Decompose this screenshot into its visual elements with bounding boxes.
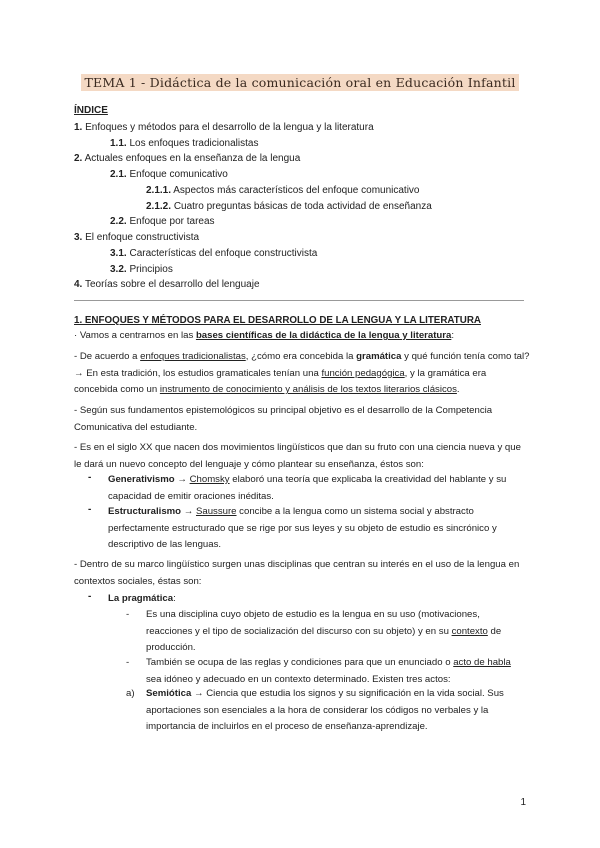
divider — [74, 300, 524, 301]
sub-letter-a: a) — [126, 688, 135, 699]
section-heading: 1. ENFOQUES Y MÉTODOS PARA EL DESARROLLO DE LA LENGUA Y LA LITERATURA — [74, 315, 481, 326]
page-number: 1 — [520, 797, 526, 808]
index-item-3: 3. El enfoque constructivista — [74, 232, 200, 243]
paragraph-fundamentos: - Según sus fundamentos epistemológicos su principal objetivo es el desarrollo de la Competencia Comunicativa del estudiante. — [74, 405, 493, 433]
paragraph-disciplinas: - Dentro de su marco lingüístico surgen unas disciplinas que centran su interés en el uso de la lengua en contextos sociales, éstas son: — [74, 559, 520, 587]
index-item-4: 4. Teorías sobre el desarrollo del lenguaje — [74, 279, 260, 290]
paragraph-siglo-xx: - Es en el siglo XX que nacen dos movimientos lingüísticos que dan su fruto con una ciencia nueva y que le dará un nuevo concepto del lenguaje y cómo plantear su enseñanza, éstos son: — [74, 442, 521, 470]
paragraph-bases: · Vamos a centrarnos en las bases científicas de la didáctica de la lengua y literatura: — [74, 330, 455, 341]
index-item-2: 2. Actuales enfoques en la enseñanza de la lengua — [74, 153, 301, 164]
index-item-1: 1. Enfoques y métodos para el desarrollo de la lengua y la literatura — [74, 122, 374, 133]
index-heading: ÍNDICE — [74, 105, 108, 116]
bullet-estructuralismo: Estructuralismo → Saussure concibe a la lengua como un sistema social y abstracto perfectamente estructurado que se rige por sus leyes y su objeto de estudio es sincrónico y descriptivo de las lenguas. — [108, 506, 497, 551]
bullet-generativismo: Generativismo → Chomsky elaboró una teoría que explicaba la creatividad del hablante y su capacidad de emitir oraciones inéditas. — [108, 474, 507, 502]
title-wrap — [0, 74, 600, 91]
index-item-2-1-1: 2.1.1. Aspectos más característicos del enfoque comunicativo — [146, 185, 420, 196]
index-item-1-1: 1.1. Los enfoques tradicionalistas — [110, 138, 259, 149]
bullet-dash: - — [88, 472, 92, 483]
pragmatica-item-2: También se ocupa de las reglas y condiciones para que un enunciado o acto de habla sea idóneo y adecuado en un contexto determinado. Existen tres actos: — [146, 657, 511, 685]
semiotica-item: Semiótica → Ciencia que estudia los signos y su significación en la vida social. Sus aportaciones son esenciales a la hora de considerar los códigos no verbales y la importancia de incluirlos en el proceso de enseñanza-aprendizaje. — [146, 688, 504, 733]
index-item-2-1-2: 2.1.2. Cuatro preguntas básicas de toda actividad de enseñanza — [146, 201, 432, 212]
index-item-2-2: 2.2. Enfoque por tareas — [110, 216, 215, 227]
index-item-3-1: 3.1. Características del enfoque constructivista — [110, 248, 318, 259]
bullet-pragmatica: La pragmática: — [108, 593, 176, 604]
index-item-2-1: 2.1. Enfoque comunicativo — [110, 169, 228, 180]
paragraph-tradicionalistas: - De acuerdo a enfoques tradicionalistas, ¿cómo era concebida la gramática y qué función tenía como tal? → En esta tradición, los estudios gramaticales tenían una función pedagógica, y la gramática era concebida como un instrumento de conocimiento y análisis de los textos literarios clásicos. — [74, 351, 530, 396]
document-title: TEMA 1 - Didáctica de la comunicación oral en Educación Infantil — [81, 74, 518, 91]
pragmatica-item-1: Es una disciplina cuyo objeto de estudio es la lengua en su uso (motivaciones, reacciones y el tipo de socialización del discurso con su objeto) y en su contexto de producción. — [146, 609, 502, 654]
index-item-3-2: 3.2. Principios — [110, 264, 173, 275]
bullet-dash: - — [88, 504, 92, 515]
sub-dash: - — [126, 657, 130, 668]
bullet-dash: - — [88, 591, 92, 602]
sub-dash: - — [126, 609, 130, 620]
